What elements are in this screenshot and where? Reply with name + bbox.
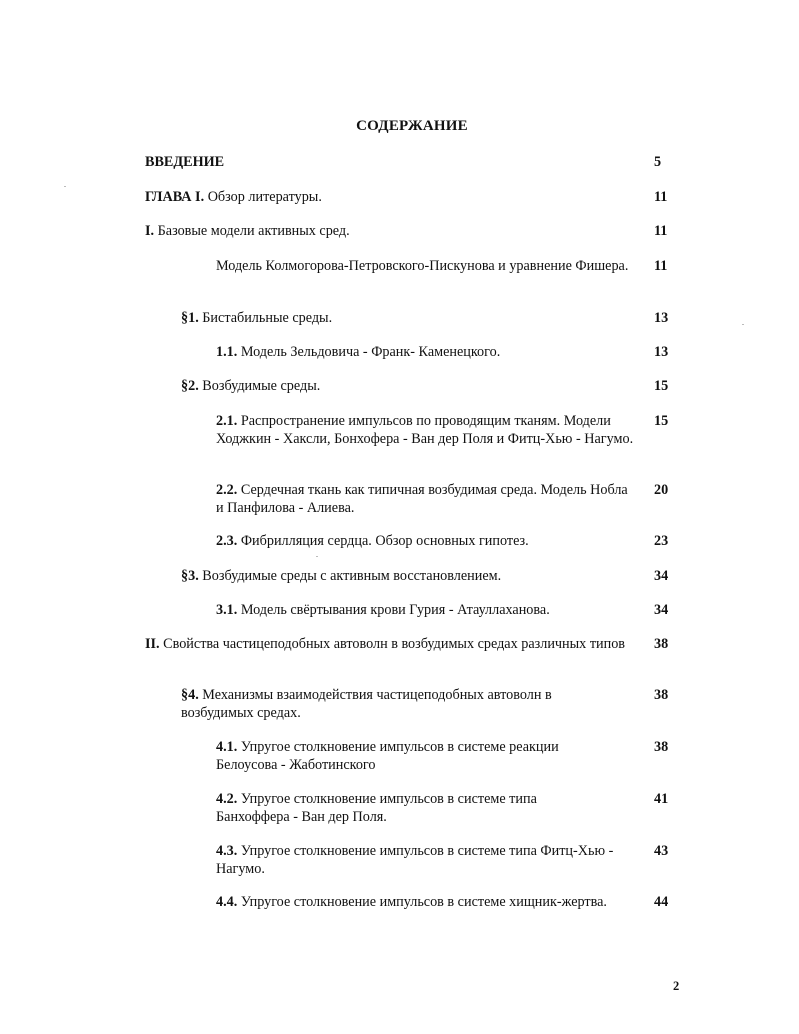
toc-entry-text: Механизмы взаимодействия частицеподобных автоволн в возбудимых средах. <box>181 687 552 721</box>
toc-entry-chapter-1 <box>145 188 635 206</box>
toc-entry-page: 43 <box>654 843 669 859</box>
toc-entry-number: 2.1. <box>216 413 238 429</box>
toc-entry-number: 4.1. <box>216 739 238 755</box>
toc-entry-text: Сердечная ткань как типичная возбудимая среда. Модель Нобла и Панфилова - Алиева. <box>216 482 628 516</box>
toc-entry-text: Бистабильные среды. <box>198 310 333 326</box>
scan-speck <box>742 324 744 325</box>
toc-entry-text: Упругое столкновение импульсов в системе хищник-жертва. <box>237 894 607 910</box>
toc-entry-page: 15 <box>654 413 669 429</box>
toc-entry-text: ВВЕДЕНИЕ <box>145 154 225 170</box>
toc-entry-text: Модель свёртывания крови Гурия - Атауллаханова. <box>237 602 550 618</box>
toc-entry-number: §2. <box>181 378 199 394</box>
toc-entry-2-3 <box>216 532 641 550</box>
toc-entry-text: Возбудимые среды. <box>198 378 321 394</box>
toc-entry-part-2 <box>145 635 635 653</box>
toc-entry-3-1 <box>216 601 641 619</box>
toc-entry-number: ГЛАВА I. <box>145 189 205 205</box>
toc-entry-number: §1. <box>181 310 199 326</box>
toc-entry-text: Обзор литературы. <box>204 189 322 205</box>
toc-entry-page: 11 <box>654 258 668 274</box>
toc-entry-page: 13 <box>654 310 669 326</box>
toc-entry-text: Модель Зельдовича - Франк- Каменецкого. <box>237 344 501 360</box>
toc-entry-section-1 <box>181 309 631 327</box>
toc-entry-text: Фибрилляция сердца. Обзор основных гипотез. <box>237 533 529 549</box>
toc-entry-page: 20 <box>654 482 669 498</box>
toc-entry-page: 11 <box>654 189 668 205</box>
toc-entry-text: Упругое столкновение импульсов в системе реакции Белоусова - Жаботинского <box>216 739 559 773</box>
toc-entry-page: 44 <box>654 894 669 910</box>
toc-entry-page: 15 <box>654 378 669 394</box>
toc-entry-text: Свойства частицеподобных автоволн в возбудимых средах различных типов <box>159 636 625 652</box>
toc-entry-page: 11 <box>654 223 668 239</box>
toc-entry-page: 13 <box>654 344 669 360</box>
toc-entry-number: I. <box>145 223 155 239</box>
footer-page-number: 2 <box>673 979 680 993</box>
toc-entry-page: 5 <box>654 154 662 170</box>
toc-entry-4-4 <box>216 893 651 911</box>
toc-entry-number: §3. <box>181 568 199 584</box>
toc-entry-section-3 <box>181 567 636 585</box>
toc-entry-page: 38 <box>654 739 669 755</box>
toc-entry-section-2 <box>181 377 631 395</box>
scan-speck <box>316 556 318 557</box>
toc-entry-page: 38 <box>654 636 669 652</box>
toc-entry-number: 4.4. <box>216 894 238 910</box>
toc-entry-number: 2.3. <box>216 533 238 549</box>
toc-entry-number: II. <box>145 636 160 652</box>
toc-entry-number: 3.1. <box>216 602 238 618</box>
toc-entry-part-1 <box>145 222 635 240</box>
toc-entry-section-4 <box>181 686 601 722</box>
toc-entry-text: Упругое столкновение импульсов в системе типа Фитц-Хью - Нагумо. <box>216 843 614 877</box>
page-title: СОДЕРЖАНИЕ <box>356 118 468 134</box>
toc-entry-page: 34 <box>654 568 669 584</box>
toc-entry-number: 4.2. <box>216 791 238 807</box>
toc-entry-2-2 <box>216 481 636 517</box>
toc-entry-number: 2.2. <box>216 482 238 498</box>
toc-entry-text: Базовые модели активных сред. <box>154 223 350 239</box>
toc-entry-introduction <box>145 153 635 171</box>
toc-entry-text: Упругое столкновение импульсов в системе типа Банхоффера - Ван дер Поля. <box>216 791 537 825</box>
toc-entry-kpp-model <box>216 257 641 275</box>
toc-entry-page: 34 <box>654 602 669 618</box>
toc-entry-4-1 <box>216 738 611 774</box>
toc-entry-1-1 <box>216 343 641 361</box>
scan-speck <box>64 186 66 187</box>
toc-entry-number: 4.3. <box>216 843 238 859</box>
toc-entry-2-1 <box>216 412 636 448</box>
toc-entry-page: 41 <box>654 791 669 807</box>
toc-entry-4-3 <box>216 842 641 878</box>
toc-entry-number: §4. <box>181 687 199 703</box>
toc-entry-page: 38 <box>654 687 669 703</box>
toc-entry-text: Модель Колмогорова-Петровского-Пискунова и уравнение Фишера. <box>216 258 629 274</box>
toc-entry-text: Распространение импульсов по проводящим тканям. Модели Ходжкин - Хаксли, Бонхофера - Ван дер Поля и Фитц-Хью - Нагумо. <box>216 413 634 447</box>
toc-entry-page: 23 <box>654 533 669 549</box>
toc-entry-4-2 <box>216 790 591 826</box>
toc-entry-text: Возбудимые среды с активным восстановлением. <box>198 568 502 584</box>
toc-entry-number: 1.1. <box>216 344 238 360</box>
